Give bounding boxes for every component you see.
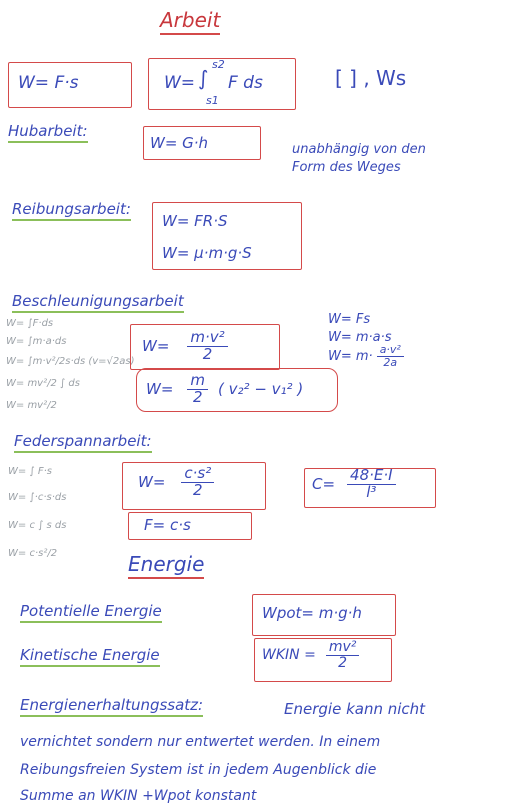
formula-w: W= bbox=[146, 380, 174, 399]
feder-formula-1 bbox=[138, 466, 218, 499]
fraction-numerator: mv² bbox=[326, 640, 360, 656]
scratch-line: W= ∫F·ds bbox=[6, 318, 54, 329]
feder-formula-2: F= c·s bbox=[144, 516, 191, 534]
beschleunigung-formula-2 bbox=[146, 373, 303, 406]
kinetische-label: Kinetische Energie bbox=[20, 646, 160, 667]
scratch-line: W= mv²/2 bbox=[6, 400, 57, 411]
scratch-line: W= ∫ F·s bbox=[8, 466, 52, 477]
formula-w: C= bbox=[312, 475, 336, 494]
fraction-denominator: 2a bbox=[383, 355, 398, 369]
reibungsarbeit-label: Reibungsarbeit: bbox=[12, 200, 131, 221]
fraction-numerator: 48·E·I bbox=[347, 468, 396, 485]
fraction bbox=[187, 330, 227, 363]
fraction-numerator: m·v² bbox=[187, 330, 227, 347]
erhaltung-label: Energienerhaltungssatz: bbox=[20, 696, 203, 717]
fraction-numerator: a·v² bbox=[377, 344, 404, 357]
units: [ ] , Ws bbox=[335, 66, 407, 90]
fraction-denominator: 2 bbox=[193, 480, 203, 499]
scratch-line: W= ∫m·a·ds bbox=[6, 336, 67, 347]
page-title: Arbeit bbox=[160, 8, 220, 35]
beschleunigung-formula-1 bbox=[142, 330, 232, 363]
erhaltung-text-1: Energie kann nicht bbox=[284, 700, 426, 718]
fraction-numerator: m bbox=[187, 373, 208, 390]
formula-integral-w: W= bbox=[164, 73, 196, 93]
fraction-numerator: c·s² bbox=[181, 466, 214, 483]
erhaltung-text-3: Reibungsfreien System ist in jedem Augenblick die bbox=[20, 762, 377, 778]
c-formula bbox=[312, 468, 400, 501]
fraction bbox=[326, 640, 360, 670]
fraction bbox=[377, 344, 404, 368]
integral-body: F ds bbox=[228, 73, 263, 93]
scratch-line: W= c ∫ s ds bbox=[8, 520, 67, 531]
fraction bbox=[181, 466, 214, 499]
erhaltung-text-2: vernichtet sondern nur entwertet werden. In einem bbox=[20, 734, 381, 750]
formula-rest: ( v₂² − v₁² ) bbox=[218, 380, 304, 399]
federspannarbeit-label: Federspannarbeit: bbox=[14, 432, 152, 453]
scratch-line: W= ∫m·v²/2s·ds (v=√2as) bbox=[6, 356, 135, 367]
fraction-denominator: 2 bbox=[192, 387, 203, 406]
hubarbeit-note-2: Form des Weges bbox=[292, 160, 401, 175]
side-formula-fs: W= Fs bbox=[328, 312, 371, 327]
formula-w: WKIN = bbox=[262, 647, 316, 664]
wpot-formula: Wpot= m·g·h bbox=[262, 604, 362, 622]
fraction-denominator: l³ bbox=[366, 482, 377, 501]
fraction bbox=[187, 373, 208, 406]
hubarbeit-note-1: unabhängig von den bbox=[292, 142, 426, 157]
energie-title: Energie bbox=[128, 552, 204, 579]
formula-w: W= bbox=[138, 473, 166, 492]
beschleunigungsarbeit-label: Beschleunigungsarbeit bbox=[12, 292, 184, 313]
formula-w: W= bbox=[142, 337, 170, 356]
integral-upper: s2 bbox=[212, 58, 225, 71]
fraction-denominator: 2 bbox=[202, 344, 213, 363]
side-formula-mas: W= m·a·s bbox=[328, 330, 392, 345]
reibungsarbeit-formula-1: W= FR·S bbox=[162, 212, 228, 230]
formula-w: W= m· bbox=[328, 348, 373, 364]
wkin-formula bbox=[262, 640, 363, 670]
hubarbeit-label: Hubarbeit: bbox=[8, 122, 88, 143]
potentielle-label: Potentielle Energie bbox=[20, 602, 162, 623]
formula-work-simple: W= F·s bbox=[18, 73, 79, 93]
fraction-denominator: 2 bbox=[338, 654, 348, 671]
reibungsarbeit-formula-2: W= μ·m·g·S bbox=[162, 244, 252, 262]
scratch-line: W= mv²/2 ∫ ds bbox=[6, 378, 80, 389]
fraction bbox=[347, 468, 396, 501]
scratch-line: W= ∫·c·s·ds bbox=[8, 492, 67, 503]
integral-sign: ∫ bbox=[198, 66, 209, 90]
scratch-line: W= c·s²/2 bbox=[8, 548, 58, 559]
side-formula-final bbox=[328, 344, 408, 368]
integral-lower: s1 bbox=[206, 94, 219, 107]
erhaltung-text-4: Summe an WKIN +Wpot konstant bbox=[20, 788, 257, 804]
hubarbeit-formula: W= G·h bbox=[150, 134, 209, 152]
